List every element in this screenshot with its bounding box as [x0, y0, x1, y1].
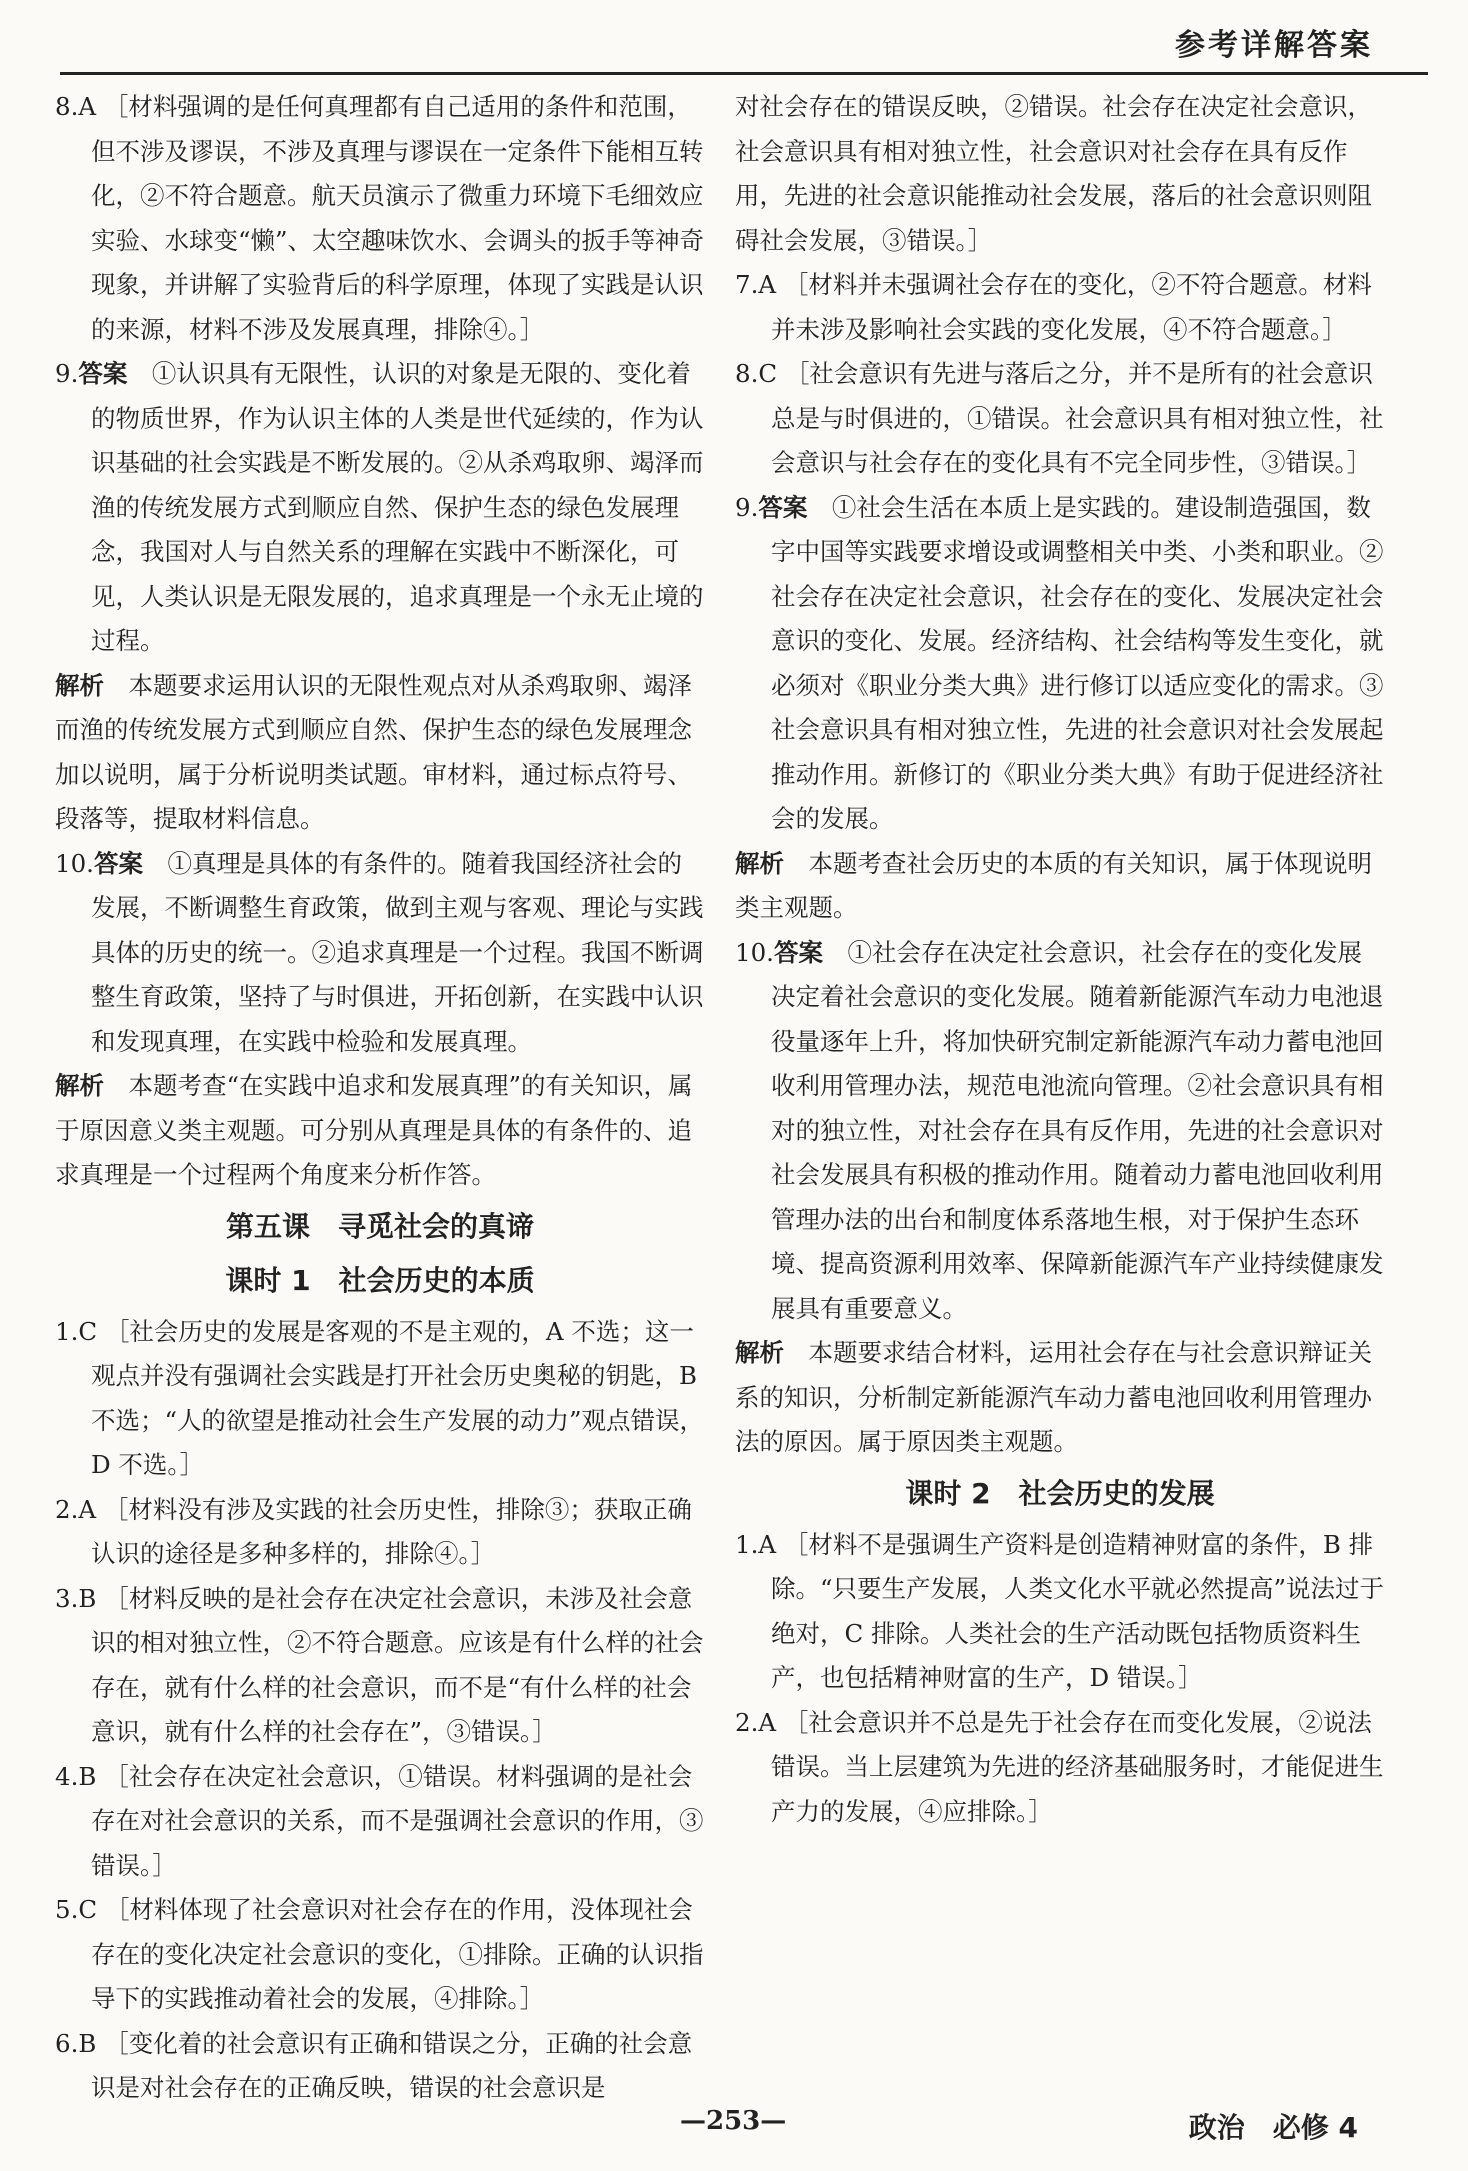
item-text: ［社会意识并不总是先于社会存在而变化发展，②说法错误。当上层建筑为先进的经济基础服务时，才能促进生产力的发展，④应排除。］: [771, 1707, 1384, 1826]
item-text: 本题要求运用认识的无限性观点对从杀鸡取卵、竭泽而渔的传统发展方式到顺应自然、保护生态的绿色发展理念加以说明，属于分析说明类试题。审材料，通过标点符号、段落等，提取材料信息。: [55, 670, 692, 833]
item-text: ［材料没有涉及实践的社会历史性，排除③；获取正确认识的途径是多种多样的，排除④。］: [91, 1494, 692, 1568]
item-keyword: 答案: [758, 492, 808, 522]
item-text: ①社会存在决定社会意识，社会存在的变化发展决定着社会意识的变化发展。随着新能源汽车动力电池退役量逐年上升，将加快研究制定新能源汽车动力蓄电池回收利用管理办法，规范电池流向管理。②社会意识具有相对的独立性，对社会存在具有反作用，先进的社会意识对社会发展具有积极的推动作用。随着动力蓄电池回收利用管理办法的出台和制度体系落地生根，对于保护生态环境、提高资源利用效率、保障新能源汽车产业持续健康发展具有重要意义。: [771, 937, 1384, 1323]
item-number: 10.: [735, 937, 774, 967]
item-keyword: 解析: [55, 670, 104, 700]
answer-item: [55, 842, 705, 1065]
item-text: 本题考查“在实践中追求和发展真理”的有关知识，属于原因意义类主观题。可分别从真理是具体的有条件的、追求真理是一个过程两个角度来分析作答。: [55, 1071, 693, 1189]
item-answer: C: [78, 1316, 98, 1346]
item-number: 5.: [55, 1895, 79, 1924]
item-answer: C: [758, 359, 778, 388]
answer-item: [55, 1755, 705, 1889]
answer-item: [55, 1064, 705, 1198]
item-text: ［材料不是强调生产资料是创造精神财富的条件，B 排除。“只要生产发展，人类文化水平就必然提高”说法过于绝对，C 排除。人类社会的生产活动既包括物质资料生产，也包括精神财富的生产，D 错误。］: [771, 1529, 1385, 1692]
item-answer: B: [78, 1583, 97, 1613]
item-text: ［材料反映的是社会存在决定社会意识，未涉及社会意识的相对独立性，②不符合题意。应该是有什么样的社会存在，就有什么样的社会意识，而不是“有什么样的社会意识，就有什么样的社会存在”，③错误。］: [91, 1583, 704, 1746]
answer-item: [735, 1701, 1385, 1835]
item-number: 1.: [735, 1529, 759, 1559]
item-number: 7.: [735, 270, 759, 299]
item-keyword: 答案: [93, 848, 143, 878]
item-text: ①社会生活在本质上是实践的。建设制造强国，数字中国等实践要求增设或调整相关中类、小类和职业。②社会存在决定社会意识，社会存在的变化、发展决定社会意识的变化、发展。经济结构、社会结构等发生变化，就必须对《职业分类大典》进行修订以适应变化的需求。③社会意识具有相对独立性，先进的社会意识对社会发展起推动作用。新修订的《职业分类大典》有助于促进经济社会的发展。: [771, 492, 1384, 833]
section-heading: 课时 1 社会历史的本质: [225, 1263, 535, 1297]
item-number: 8.: [735, 359, 759, 388]
item-keyword: 答案: [78, 359, 128, 388]
item-answer: A: [78, 1494, 97, 1524]
item-text: ［材料强调的是任何真理都有自己适用的条件和范围，但不涉及谬误，不涉及真理与谬误在一定条件下能相互转化，②不符合题意。航天员演示了微重力环境下毛细效应实验、水球变“懒”、太空趣味饮水、会调头的扳手等神奇现象，并讲解了实验背后的科学原理，体现了实践是认识的来源，材料不涉及发展真理，排除④。］: [91, 92, 705, 344]
right-column: [735, 85, 1385, 2055]
answer-item: [55, 85, 705, 352]
item-number: 10.: [55, 848, 94, 878]
page-number: —253—: [680, 2106, 787, 2136]
section-heading: 第五课 寻觅社会的真谛: [225, 1209, 534, 1243]
item-keyword: 解析: [735, 1338, 784, 1367]
item-text: ［变化着的社会意识有正确和错误之分，正确的社会意识是对社会存在的正确反映，错误的社会意识是: [91, 2028, 693, 2102]
answer-item: [735, 1331, 1385, 1465]
item-answer: B: [78, 1761, 97, 1791]
answer-item: [735, 1523, 1385, 1701]
item-keyword: 答案: [773, 937, 823, 967]
item-text: ［社会存在决定社会意识，①错误。材料强调的是社会存在对社会意识的关系，而不是强调社会意识的作用，③错误。］: [91, 1761, 704, 1880]
item-text: ［社会历史的发展是客观的不是主观的，A 不选；这一观点并没有强调社会实践是打开社会历史奥秘的钥匙，B 不选；“人的欲望是推动社会生产发展的动力”观点错误，D 不选。］: [91, 1316, 705, 1479]
page-footer: [0, 2106, 1468, 2156]
item-number: 9.: [55, 359, 79, 388]
book-title: 政治 必修 4: [1188, 2111, 1358, 2144]
item-text: 本题要求结合材料，运用社会存在与社会意识辩证关系的知识，分析制定新能源汽车动力蓄电池回收利用管理办法的原因。属于原因类主观题。: [735, 1338, 1372, 1456]
answer-item: [55, 664, 705, 842]
item-keyword: 解析: [55, 1071, 104, 1100]
item-number: 9.: [735, 492, 759, 522]
page-header: [0, 20, 1468, 70]
header-title: 参考详解答案: [1175, 28, 1373, 63]
item-text: ［社会意识有先进与落后之分，并不是所有的社会意识总是与时俱进的，①错误。社会意识具有相对独立性，社会意识与社会存在的变化具有不完全同步性，③错误。］: [771, 359, 1384, 477]
answer-item: [55, 1888, 705, 2022]
item-number: 2.: [735, 1707, 759, 1737]
answer-item: [735, 263, 1385, 352]
item-number: 3.: [55, 1583, 79, 1613]
section-heading: 课时 2 社会历史的发展: [905, 1476, 1215, 1510]
item-keyword: 解析: [735, 848, 784, 878]
answer-item: [55, 1577, 705, 1755]
item-answer: B: [78, 2028, 97, 2058]
item-number: 1.: [55, 1316, 79, 1346]
item-number: 2.: [55, 1494, 79, 1524]
item-text: 本题考查社会历史的本质的有关知识，属于体现说明类主观题。: [735, 848, 1372, 922]
item-number: 4.: [55, 1761, 79, 1791]
item-text: ①认识具有无限性，认识的对象是无限的、变化着的物质世界，作为认识主体的人类是世代延续的，作为认识基础的社会实践是不断发展的。②从杀鸡取卵、竭泽而渔的传统发展方式到顺应自然、保护生态的绿色发展理念，我国对人与自然关系的理解在实践中不断深化，可见，人类认识是无限发展的，追求真理是一个永无止境的过程。: [91, 359, 704, 655]
item-text: 对社会存在的错误反映，②错误。社会存在决定社会意识，社会意识具有相对独立性，社会意识对社会存在具有反作用，先进的社会意识能推动社会发展，落后的社会意识则阻碍社会发展，③错误。］: [735, 92, 1372, 255]
answer-item: [55, 2022, 705, 2111]
item-answer: A: [758, 1707, 777, 1737]
answer-item: [55, 1310, 705, 1488]
item-answer: A: [78, 92, 97, 121]
header-rule: [60, 72, 1428, 75]
answer-item: [735, 842, 1385, 931]
item-text: ［材料并未强调社会存在的变化，②不符合题意。材料并未涉及影响社会实践的变化发展，④不符合题意。］: [771, 270, 1372, 344]
answer-item: [55, 1488, 705, 1577]
left-column: [55, 85, 705, 2102]
answer-item: [735, 931, 1385, 1332]
answer-item: [735, 85, 1385, 263]
item-answer: C: [78, 1895, 98, 1924]
item-text: ①真理是具体的有条件的。随着我国经济社会的发展，不断调整生育政策，做到主观与客观、理论与实践具体的历史的统一。②追求真理是一个过程。我国不断调整生育政策，坚持了与时俱进，开拓创新，在实践中认识和发现真理，在实践中检验和发展真理。: [91, 848, 704, 1056]
item-number: 6.: [55, 2028, 79, 2058]
item-number: 8.: [55, 92, 79, 121]
answer-item: [735, 486, 1385, 842]
item-answer: A: [758, 1529, 777, 1559]
item-answer: A: [758, 270, 777, 299]
item-text: ［材料体现了社会意识对社会存在的作用，没体现社会存在的变化决定社会意识的变化，①排除。正确的认识指导下的实践推动着社会的发展，④排除。］: [91, 1895, 704, 2013]
answer-item: [55, 352, 705, 664]
answer-item: [735, 352, 1385, 486]
